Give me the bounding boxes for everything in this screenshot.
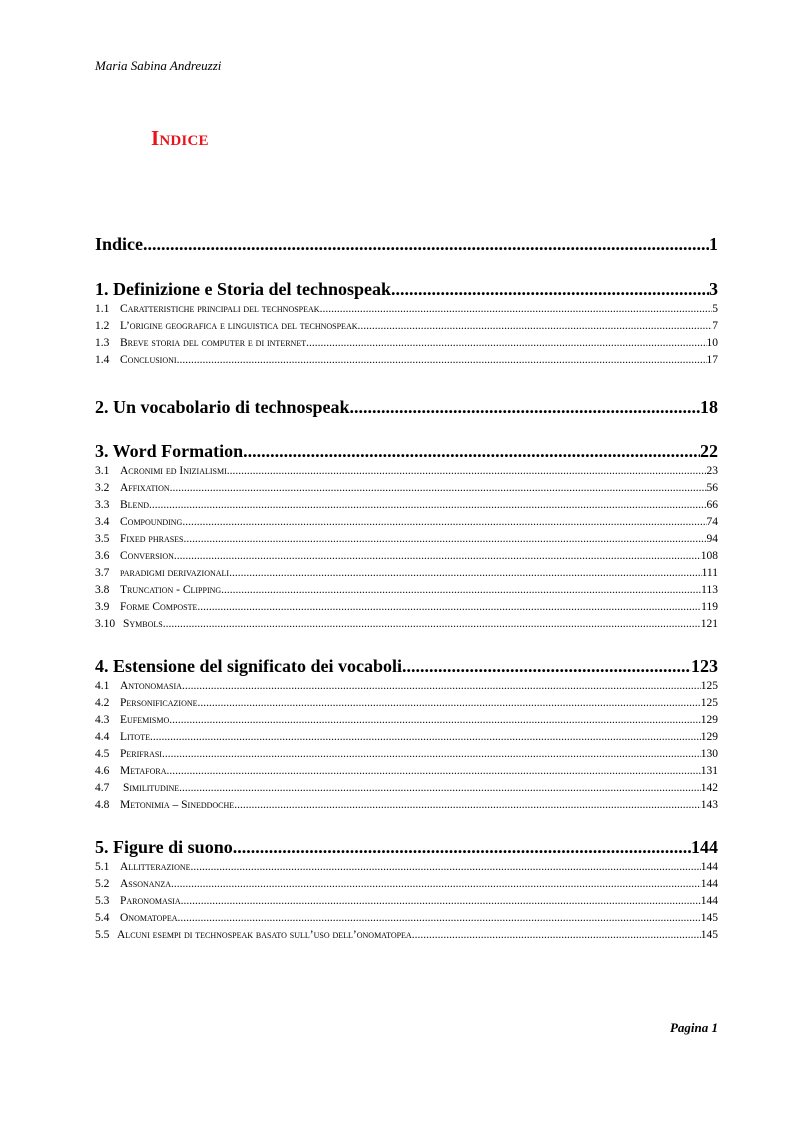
toc-subentry-number: 3.1	[95, 465, 110, 477]
toc-subentry[interactable]	[95, 746, 718, 763]
toc-subentry-page: 119	[701, 601, 718, 613]
toc-entry-page: 123	[691, 656, 718, 676]
toc-subentry-label: L’origine geografica e linguistica del technospeak.	[120, 320, 361, 332]
toc-subentry[interactable]	[95, 335, 718, 352]
toc-entry-chapter-5[interactable]	[95, 835, 718, 859]
toc-subentry-number: 4.5	[95, 748, 110, 760]
toc-subentry-number: 1.1	[95, 303, 110, 315]
toc-subentry-label: Litote	[120, 731, 150, 743]
leader-dots	[163, 616, 701, 633]
toc-subentry-page: 142	[700, 782, 718, 794]
toc-subentry-number: 5.1	[95, 861, 110, 873]
toc-entry-page: 3	[709, 279, 718, 299]
leader-dots	[182, 514, 706, 531]
toc-subentry[interactable]	[95, 763, 718, 780]
toc-subentry-label: Breve storia del computer e di internet	[120, 337, 307, 349]
toc-subentry-label: Personificazione	[120, 697, 198, 709]
toc-subentry[interactable]	[95, 548, 718, 565]
toc-subentry[interactable]	[95, 599, 718, 616]
toc-subentry-number: 1.3	[95, 337, 110, 349]
leader-dots	[402, 654, 691, 678]
toc-subentry-page: 129	[700, 731, 718, 743]
author-header: Maria Sabina Andreuzzi	[95, 58, 222, 73]
leader-dots	[320, 301, 713, 318]
toc-subentry-page: 144	[700, 878, 718, 890]
toc-subentry-page: 23	[706, 465, 718, 477]
toc-subentry[interactable]	[95, 565, 718, 582]
toc-entry-label: Indice	[95, 234, 144, 254]
leader-dots	[395, 277, 709, 301]
leader-dots	[171, 876, 701, 893]
table-of-contents	[95, 232, 718, 944]
leader-dots	[178, 910, 701, 927]
toc-subentry-label: Metonimia – Sineddoche	[120, 799, 235, 811]
toc-entry-page: 1	[709, 234, 718, 254]
toc-subentry-label: paradigmi derivazionali	[120, 567, 230, 579]
toc-subentry-number: 4.6	[95, 765, 110, 777]
toc-subentry[interactable]	[95, 463, 718, 480]
toc-subentry[interactable]	[95, 301, 718, 318]
toc-subentry[interactable]	[95, 352, 718, 369]
toc-subentry-label: Metafora	[120, 765, 167, 777]
toc-subentry-label: Paronomasia	[120, 895, 181, 907]
toc-subentry-page: 108	[700, 550, 718, 562]
toc-subentry-number: 4.3	[95, 714, 110, 726]
toc-subentry-number: 5.3	[95, 895, 110, 907]
leader-dots	[169, 712, 700, 729]
toc-subentry-label: Affixation	[120, 482, 170, 494]
toc-subentry-page: 74	[706, 516, 718, 528]
leader-dots	[197, 599, 701, 616]
toc-subentry[interactable]	[95, 695, 718, 712]
leader-dots	[184, 531, 707, 548]
toc-subentry-label: Compounding	[120, 516, 183, 528]
toc-entry-label: 2. Un vocabolario di technospeak	[95, 397, 350, 417]
toc-subentry-label: Assonanza	[120, 878, 171, 890]
leader-dots	[234, 797, 701, 814]
leader-dots	[166, 763, 700, 780]
toc-entry-chapter-3[interactable]	[95, 439, 718, 463]
toc-entry-indice[interactable]	[95, 232, 718, 256]
toc-subentry[interactable]	[95, 729, 718, 746]
toc-subentry-label: Allitterazione	[120, 861, 191, 873]
leader-dots	[150, 729, 701, 746]
toc-subentry-number: 4.7	[95, 782, 110, 794]
leader-dots	[243, 439, 700, 463]
toc-subentry-number: 3.8	[95, 584, 110, 596]
leader-dots	[229, 565, 701, 582]
page-title: Indice	[151, 126, 209, 150]
toc-subentry-label: Blend	[120, 499, 149, 511]
toc-subentry-page: 144	[700, 895, 718, 907]
toc-subentry[interactable]	[95, 678, 718, 695]
toc-subentry-label: Similitudine	[123, 782, 180, 794]
toc-subentry[interactable]	[95, 582, 718, 599]
toc-subentry-page: 5	[712, 303, 718, 315]
toc-subentry-label: Conversion	[120, 550, 174, 562]
toc-subentry-label: Antonomasia	[120, 680, 182, 692]
toc-subentry-number: 3.6	[95, 550, 110, 562]
toc-subentry-page: 113	[701, 584, 718, 596]
toc-subentry-number: 4.1	[95, 680, 110, 692]
toc-subentry-number: 1.2	[95, 320, 110, 332]
toc-subentry-label: Perifrasi	[120, 748, 162, 760]
leader-dots	[412, 927, 701, 944]
toc-subentry-number: 5.4	[95, 912, 110, 924]
toc-subentry[interactable]	[95, 616, 718, 633]
leader-dots	[174, 548, 701, 565]
leader-dots	[181, 893, 701, 910]
toc-entry-label: 5. Figure di suono	[95, 837, 233, 857]
toc-subentry-label: Conclusioni	[120, 354, 177, 366]
toc-subentry[interactable]	[95, 876, 718, 893]
leader-dots	[143, 232, 709, 256]
leader-dots	[360, 318, 712, 335]
toc-subentry-page: 130	[700, 748, 718, 760]
toc-subentry-page: 56	[706, 482, 718, 494]
toc-subentry-number: 3.2	[95, 482, 110, 494]
toc-subentry[interactable]	[95, 318, 718, 335]
toc-subentry-number: 4.8	[95, 799, 110, 811]
toc-subentry-page: 10	[706, 337, 718, 349]
toc-subentry-label: Eufemismo	[120, 714, 170, 726]
toc-subentry[interactable]	[95, 480, 718, 497]
toc-subentry-label: Acronimi ed Inizialismi	[120, 465, 227, 477]
toc-subentry-number: 3.5	[95, 533, 110, 545]
toc-subentry-page: 145	[700, 912, 718, 924]
toc-subentry[interactable]	[95, 893, 718, 910]
toc-subentry-page: 7	[712, 320, 718, 332]
toc-entry-label: 1. Definizione e Storia del technospeak.	[95, 279, 396, 299]
toc-subentry-number: 4.4	[95, 731, 110, 743]
leader-dots	[191, 859, 701, 876]
toc-subentry-page: 94	[706, 533, 718, 545]
leader-dots	[162, 746, 701, 763]
toc-entry-chapter-1[interactable]	[95, 277, 718, 301]
toc-subentry-number: 1.4	[95, 354, 110, 366]
toc-subentry-page: 121	[700, 618, 718, 630]
toc-subentry-number: 3.10	[95, 618, 116, 630]
toc-subentry-page: 145	[700, 929, 718, 941]
toc-subentry[interactable]	[95, 514, 718, 531]
toc-entry-label: 3. Word Formation	[95, 441, 244, 461]
toc-subentry[interactable]	[95, 531, 718, 548]
toc-subentry-label: Alcuni esempi di technospeak basato sull’uso dell’onomatopea	[117, 929, 412, 941]
leader-dots	[233, 835, 691, 859]
leader-dots	[170, 480, 707, 497]
toc-subentry-number: 3.9	[95, 601, 110, 613]
toc-subentry-label: Caratteristiche principali del technospeak	[120, 303, 320, 315]
toc-subentry-page: 66	[706, 499, 718, 511]
toc-entry-page: 18	[700, 397, 718, 417]
toc-subentry-page: 129	[700, 714, 718, 726]
toc-subentry-page: 143	[700, 799, 718, 811]
leader-dots	[182, 678, 701, 695]
leader-dots	[227, 463, 707, 480]
toc-subentry-page: 17	[706, 354, 718, 366]
toc-subentry[interactable]	[95, 927, 718, 944]
toc-subentry-label: Symbols	[123, 618, 163, 630]
toc-subentry-number: 5.2	[95, 878, 110, 890]
leader-dots	[198, 695, 701, 712]
toc-subentry-page: 125	[700, 680, 718, 692]
leader-dots	[179, 780, 701, 797]
toc-subentry[interactable]	[95, 780, 718, 797]
toc-subentry-label: Truncation - Clipping	[120, 584, 222, 596]
toc-subentry-number: 4.2	[95, 697, 110, 709]
toc-subentry-number: 3.4	[95, 516, 110, 528]
toc-subentry[interactable]	[95, 859, 718, 876]
toc-subentry-label: Forme Composte	[120, 601, 198, 613]
toc-subentry-page: 111	[701, 567, 718, 579]
toc-entry-page: 22	[700, 441, 718, 461]
leader-dots	[177, 352, 707, 369]
leader-dots	[350, 395, 700, 419]
toc-subentry-label: Onomatopea	[120, 912, 178, 924]
toc-subentry-page: 144	[700, 861, 718, 873]
toc-subentry-page: 125	[700, 697, 718, 709]
toc-entry-chapter-2[interactable]	[95, 395, 718, 419]
toc-subentry[interactable]	[95, 797, 718, 814]
toc-entry-chapter-4[interactable]	[95, 654, 718, 678]
toc-subentry[interactable]	[95, 497, 718, 514]
toc-subentry-number: 3.7	[95, 567, 110, 579]
page-number-footer: Pagina 1	[669, 1020, 718, 1035]
toc-subentry-number: 5.5	[95, 929, 110, 941]
toc-subentry[interactable]	[95, 910, 718, 927]
toc-subentry-page: 131	[700, 765, 718, 777]
leader-dots	[221, 582, 701, 599]
toc-entry-label: 4. Estensione del significato dei vocaboli	[95, 656, 403, 676]
toc-entry-page: 144	[691, 837, 718, 857]
toc-subentry[interactable]	[95, 712, 718, 729]
leader-dots	[149, 497, 707, 514]
leader-dots	[306, 335, 706, 352]
toc-subentry-label: Fixed phrases	[120, 533, 184, 545]
toc-subentry-number: 3.3	[95, 499, 110, 511]
